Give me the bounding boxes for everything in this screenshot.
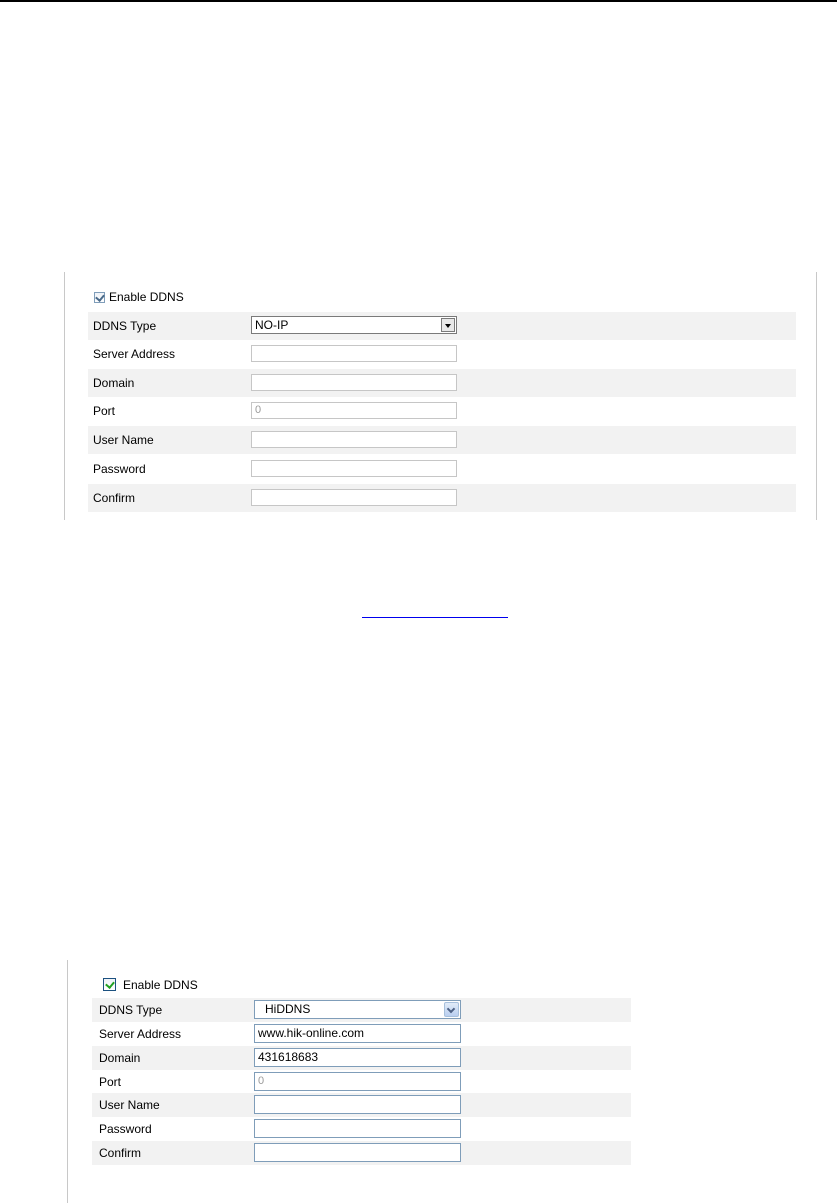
ddns-type-select[interactable] (251, 316, 457, 334)
password-label-2: Password (99, 1122, 152, 1136)
password-label: Password (93, 462, 146, 476)
row-domain (88, 369, 796, 397)
row-password-2 (92, 1117, 631, 1141)
chevron-down-icon[interactable] (441, 318, 455, 332)
user-name-label: User Name (93, 433, 154, 447)
panel-right-border (816, 272, 817, 520)
port-label-2: Port (99, 1075, 122, 1089)
ddns-type-value: NO-IP (255, 318, 289, 332)
enable-ddns-label-2: Enable DDNS (123, 977, 198, 992)
confirm-input[interactable] (251, 489, 457, 506)
enable-ddns-label: Enable DDNS (109, 290, 184, 304)
confirm-input-2[interactable] (254, 1143, 461, 1162)
row-domain-2 (92, 1046, 631, 1070)
row-user-name (88, 426, 796, 454)
domain-input-2[interactable]: 431618683 (254, 1048, 461, 1067)
checkbox-checked-icon[interactable] (94, 292, 105, 303)
enable-ddns-checkbox-row[interactable] (94, 290, 184, 304)
server-address-input-2[interactable]: www.hik-online.com (254, 1024, 461, 1043)
row-port-2 (92, 1070, 631, 1094)
ddns-type-value-2: HiDDNS (265, 1002, 311, 1016)
confirm-label: Confirm (93, 491, 136, 505)
enable-ddns-checkbox-row-2[interactable] (103, 977, 198, 992)
port-label: Port (93, 404, 116, 418)
page-top-rule (0, 0, 837, 2)
panel-left-border (64, 272, 65, 520)
password-input[interactable] (251, 460, 457, 477)
row-confirm (88, 484, 796, 512)
domain-label-2: Domain (99, 1051, 141, 1065)
user-name-input-2[interactable] (254, 1095, 461, 1114)
domain-label: Domain (93, 376, 135, 390)
row-server-address (88, 340, 796, 368)
row-confirm-2 (92, 1141, 631, 1165)
chevron-down-icon[interactable] (444, 1002, 459, 1017)
password-input-2[interactable] (254, 1119, 461, 1138)
confirm-label-2: Confirm (99, 1146, 142, 1160)
row-server-address-2 (92, 1022, 631, 1046)
row-ddns-type (88, 312, 796, 340)
server-address-input[interactable] (251, 345, 457, 362)
server-address-label: Server Address (93, 347, 176, 361)
row-password (88, 455, 796, 483)
row-ddns-type-2 (92, 998, 631, 1022)
row-port (88, 397, 796, 425)
port-input-2[interactable]: 0 (254, 1072, 461, 1091)
user-name-input[interactable] (251, 431, 457, 448)
ddns-type-select-2[interactable] (254, 1000, 461, 1019)
port-input[interactable]: 0 (251, 402, 457, 419)
server-address-label-2: Server Address (99, 1027, 182, 1041)
ddns-type-label-2: DDNS Type (99, 1003, 163, 1017)
domain-input[interactable] (251, 374, 457, 391)
checkbox-checked-icon[interactable] (103, 978, 116, 991)
ddns-panel-hiddns-border (67, 960, 68, 1203)
hyperlink-underline[interactable] (362, 617, 508, 618)
row-user-name-2 (92, 1093, 631, 1117)
user-name-label-2: User Name (99, 1098, 160, 1112)
ddns-type-label: DDNS Type (93, 319, 157, 333)
